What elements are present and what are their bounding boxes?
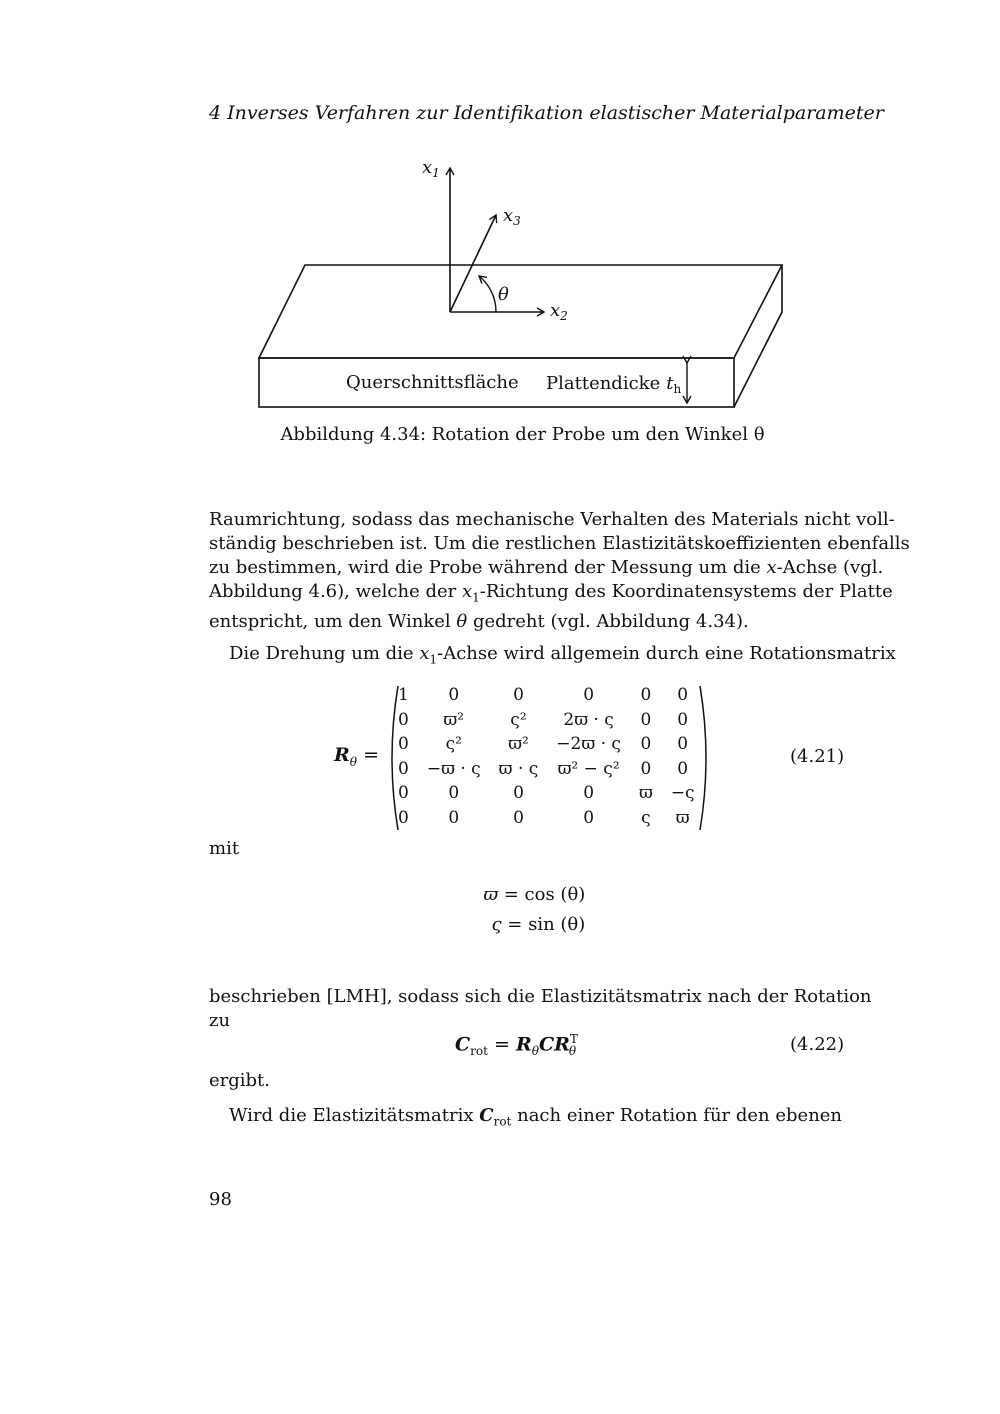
text-line: Wird die Elastizitätsmatrix $C_{rot}$ nach einer Rotation für den ebenen [229,1105,843,1129]
running-header: 4 Inverses Verfahren zur Identifikation elastischer Materialparameter [209,102,884,124]
matrix-cell: 0 [677,685,689,706]
matrix-cell: ς [641,807,651,828]
matrix-row [396,781,704,806]
paragraph-3 [209,985,872,1033]
matrix-cell: ϖ [638,783,653,804]
figure-caption: Abbildung 4.34: Rotation der Probe um den Winkel θ [280,424,765,445]
text-line: Die Drehung um die $x_1$-Achse wird allgemein durch eine Rotationsmatrix [229,643,896,667]
paragraph-1 [209,508,910,634]
text-line: ständig beschrieben ist. Um die restlichen Elastizitätskoeffizienten ebenfalls [209,533,910,554]
paragraph-2 [209,642,896,672]
definition-sin: ς = sin (θ) [491,914,586,935]
matrix-cell: 0 [398,807,409,828]
definition-cos: ϖ = cos (θ) [483,884,586,905]
matrix-cell: 0 [583,783,595,804]
matrix-row [396,708,704,733]
matrix-row [396,806,704,831]
matrix-cell: 0 [513,783,524,804]
plate-side-face [734,265,782,407]
matrix-cell: 0 [677,758,689,779]
angle-label: θ [498,284,509,305]
matrix-cell: 0 [398,758,409,779]
matrix-cell: 0 [398,734,409,755]
matrix-cell: 0 [640,758,652,779]
axis-x3-label: $x_3$ [503,205,521,228]
matrix-row [396,732,704,757]
text-mit: mit [209,838,240,859]
axis-x3 [450,215,496,312]
equation-4-22: $C_{rot} = R_\theta CR^T_\theta$ [455,1032,578,1059]
matrix-cell: ϖ² [508,734,529,755]
text-ergibt [209,1069,839,1093]
matrix-cell: 0 [398,709,409,730]
matrix-cell: ϖ² − ς² [557,758,620,779]
matrix-cell: 0 [513,807,524,828]
matrix-cell: 0 [677,734,689,755]
matrix-cell: 0 [448,807,460,828]
text-line: zu [209,1010,231,1031]
definitions [420,880,585,940]
matrix-cell: ϖ [675,807,690,828]
matrix-cell: 0 [640,709,652,730]
matrix-cell: 2ϖ · ς [563,709,614,730]
equation-number-4-22: (4.22) [790,1034,845,1055]
matrix-cell: −ϖ · ς [426,758,481,779]
cross-section-label: Querschnittsfläche [346,372,519,393]
matrix-cell: 0 [398,783,409,804]
text-line: beschrieben [LMH], sodass sich die Elastizitätsmatrix nach der Rotation [209,986,872,1007]
paragraph-4 [209,1104,843,1134]
thickness-label: Plattendicke $t_h$ [546,373,682,396]
matrix-cell: ς² [445,734,462,755]
text-line: entspricht, um den Winkel θ gedreht (vgl. Abbildung 4.34). [209,610,749,632]
angle-arc [479,276,496,312]
axis-x2-label: $x_2$ [550,300,568,323]
matrix-cell: 0 [640,734,652,755]
page-number: 98 [209,1189,232,1210]
matrix-table [396,683,704,830]
matrix-cell: 0 [448,783,460,804]
matrix-row [396,757,704,782]
rotation-matrix [388,683,710,833]
text-line: Raumrichtung, sodass das mechanische Verhalten des Materials nicht voll- [209,509,895,530]
matrix-lhs: $R_\theta$ = [334,744,379,769]
matrix-cell: 1 [398,685,409,706]
text-line: zu bestimmen, wird die Probe während der Messung um die x-Achse (vgl. [209,557,884,578]
rotation-figure [250,155,790,415]
matrix-cell: 0 [583,807,595,828]
matrix-cell: −2ϖ · ς [556,734,621,755]
matrix-cell: 0 [640,685,652,706]
matrix-row [396,683,704,708]
matrix-cell: 0 [583,685,595,706]
matrix-cell: −ς [670,783,695,804]
equation-number-4-21: (4.21) [790,746,845,767]
matrix-cell: 0 [513,685,524,706]
matrix-cell: ς² [510,709,527,730]
matrix-cell: 0 [677,709,689,730]
text-line: ergibt. [209,1070,271,1091]
text-line: Abbildung 4.6), welche der $x_1$-Richtung des Koordinatensystems der Platte [209,581,893,605]
matrix-cell: ϖ · ς [498,758,539,779]
axis-x1-label: $x_1$ [422,157,440,180]
matrix-cell: 0 [448,685,460,706]
matrix-cell: ϖ² [443,709,465,730]
